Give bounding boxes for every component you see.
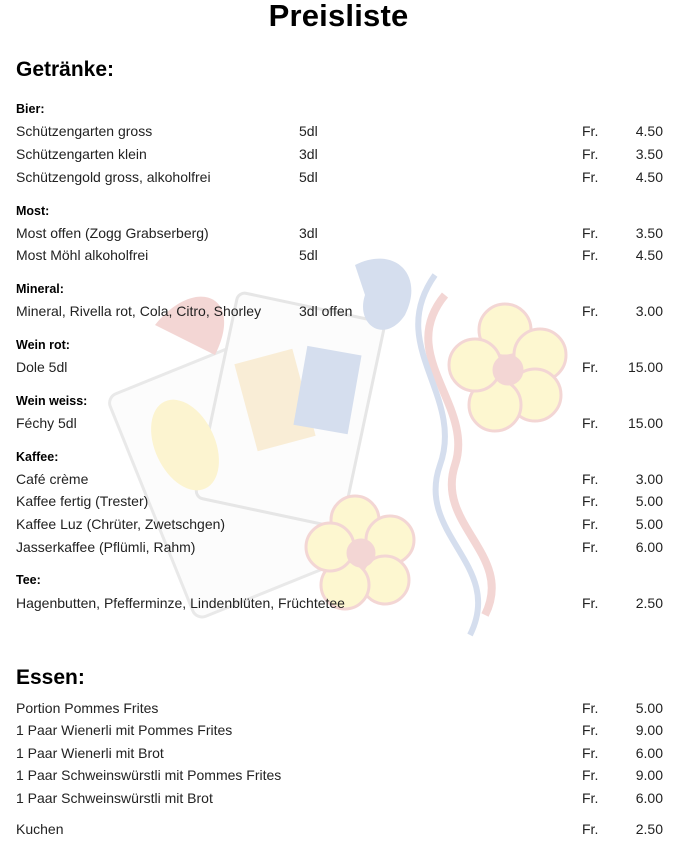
item-currency: Fr. [582, 722, 599, 738]
menu-item [16, 471, 666, 491]
item-name: 1 Paar Schweinswürstli mit Brot [16, 790, 213, 806]
menu-item [16, 745, 666, 765]
item-name: Café crème [16, 471, 89, 487]
category-mineral: Mineral: [16, 282, 64, 296]
item-name: Schützengold gross, alkoholfrei [16, 169, 211, 185]
menu-item [16, 700, 666, 720]
item-name: 1 Paar Schweinswürstli mit Pommes Frites [16, 767, 282, 783]
item-name: Schützengarten klein [16, 146, 147, 162]
item-price: 3.50 [635, 225, 663, 241]
item-currency: Fr. [582, 745, 599, 761]
item-price: 5.00 [635, 700, 663, 716]
item-name: Hagenbutten, Pfefferminze, Lindenblüten, Früchtetee [16, 595, 345, 611]
vine-ornament [428, 295, 492, 615]
item-currency: Fr. [582, 790, 599, 806]
menu-item [16, 123, 666, 143]
menu-item [16, 247, 666, 267]
category-kaffee: Kaffee: [16, 450, 59, 464]
item-price: 6.00 [635, 539, 663, 555]
item-name: Féchy 5dl [16, 415, 77, 431]
item-price: 9.00 [635, 767, 663, 783]
menu-item [16, 303, 666, 323]
item-price: 15.00 [627, 359, 663, 375]
item-currency: Fr. [582, 247, 599, 263]
item-currency: Fr. [582, 700, 599, 716]
category-tee: Tee: [16, 573, 41, 587]
item-currency: Fr. [582, 595, 599, 611]
item-price: 15.00 [627, 415, 663, 431]
category-wein-rot: Wein rot: [16, 338, 70, 352]
item-price: 5.00 [635, 493, 663, 509]
flower-ornament [306, 304, 566, 609]
item-size: 3dl [299, 146, 318, 162]
drinks-heading: Getränke: [16, 58, 115, 81]
item-currency: Fr. [582, 539, 599, 555]
item-name: Kuchen [16, 821, 64, 837]
category-bier: Bier: [16, 102, 45, 116]
menu-item [16, 415, 666, 435]
item-price: 4.50 [635, 247, 663, 263]
item-price: 6.00 [635, 745, 663, 761]
page-title: Preisliste [268, 0, 409, 33]
item-price: 5.00 [635, 516, 663, 532]
menu-item [16, 516, 666, 536]
menu-item [16, 225, 666, 245]
menu-item [16, 539, 666, 559]
item-name: Dole 5dl [16, 359, 68, 375]
item-name: 1 Paar Wienerli mit Brot [16, 745, 164, 761]
item-currency: Fr. [582, 493, 599, 509]
item-size: 3dl [299, 225, 318, 241]
item-name: Portion Pommes Frites [16, 700, 159, 716]
menu-item [16, 767, 666, 787]
menu-item [16, 359, 666, 379]
item-name: Most Möhl alkoholfrei [16, 247, 149, 263]
menu-item [16, 493, 666, 513]
item-currency: Fr. [582, 123, 599, 139]
item-currency: Fr. [582, 169, 599, 185]
menu-item [16, 146, 666, 166]
menu-item [16, 790, 666, 810]
item-size: 5dl [299, 123, 318, 139]
item-name: Most offen (Zogg Grabserberg) [16, 225, 209, 241]
item-price: 4.50 [635, 123, 663, 139]
item-price: 3.00 [635, 303, 663, 319]
item-name: Mineral, Rivella rot, Cola, Citro, Shorley [16, 303, 262, 319]
item-price: 9.00 [635, 722, 663, 738]
item-currency: Fr. [582, 821, 599, 837]
item-price: 6.00 [635, 790, 663, 806]
category-wein-weiss: Wein weiss: [16, 394, 88, 408]
item-name: Kaffee Luz (Chrüter, Zwetschgen) [16, 516, 226, 532]
item-price: 2.50 [635, 821, 663, 837]
item-name: Schützengarten gross [16, 123, 153, 139]
item-name: Kaffee fertig (Trester) [16, 493, 149, 509]
item-name: Jasserkaffee (Pflümli, Rahm) [16, 539, 196, 555]
item-currency: Fr. [582, 516, 599, 532]
item-size: 3dl offen [299, 303, 353, 319]
item-currency: Fr. [582, 471, 599, 487]
item-price: 3.00 [635, 471, 663, 487]
item-currency: Fr. [582, 146, 599, 162]
item-currency: Fr. [582, 359, 599, 375]
item-size: 5dl [299, 247, 318, 263]
item-currency: Fr. [582, 767, 599, 783]
menu-item [16, 169, 666, 189]
menu-item [16, 595, 666, 615]
item-currency: Fr. [582, 303, 599, 319]
item-currency: Fr. [582, 415, 599, 431]
item-size: 5dl [299, 169, 318, 185]
food-heading: Essen: [16, 666, 85, 689]
item-name: 1 Paar Wienerli mit Pommes Frites [16, 722, 233, 738]
menu-item [16, 821, 666, 841]
item-price: 4.50 [635, 169, 663, 185]
item-price: 2.50 [635, 595, 663, 611]
category-most: Most: [16, 204, 50, 218]
item-currency: Fr. [582, 225, 599, 241]
item-price: 3.50 [635, 146, 663, 162]
menu-item [16, 722, 666, 742]
